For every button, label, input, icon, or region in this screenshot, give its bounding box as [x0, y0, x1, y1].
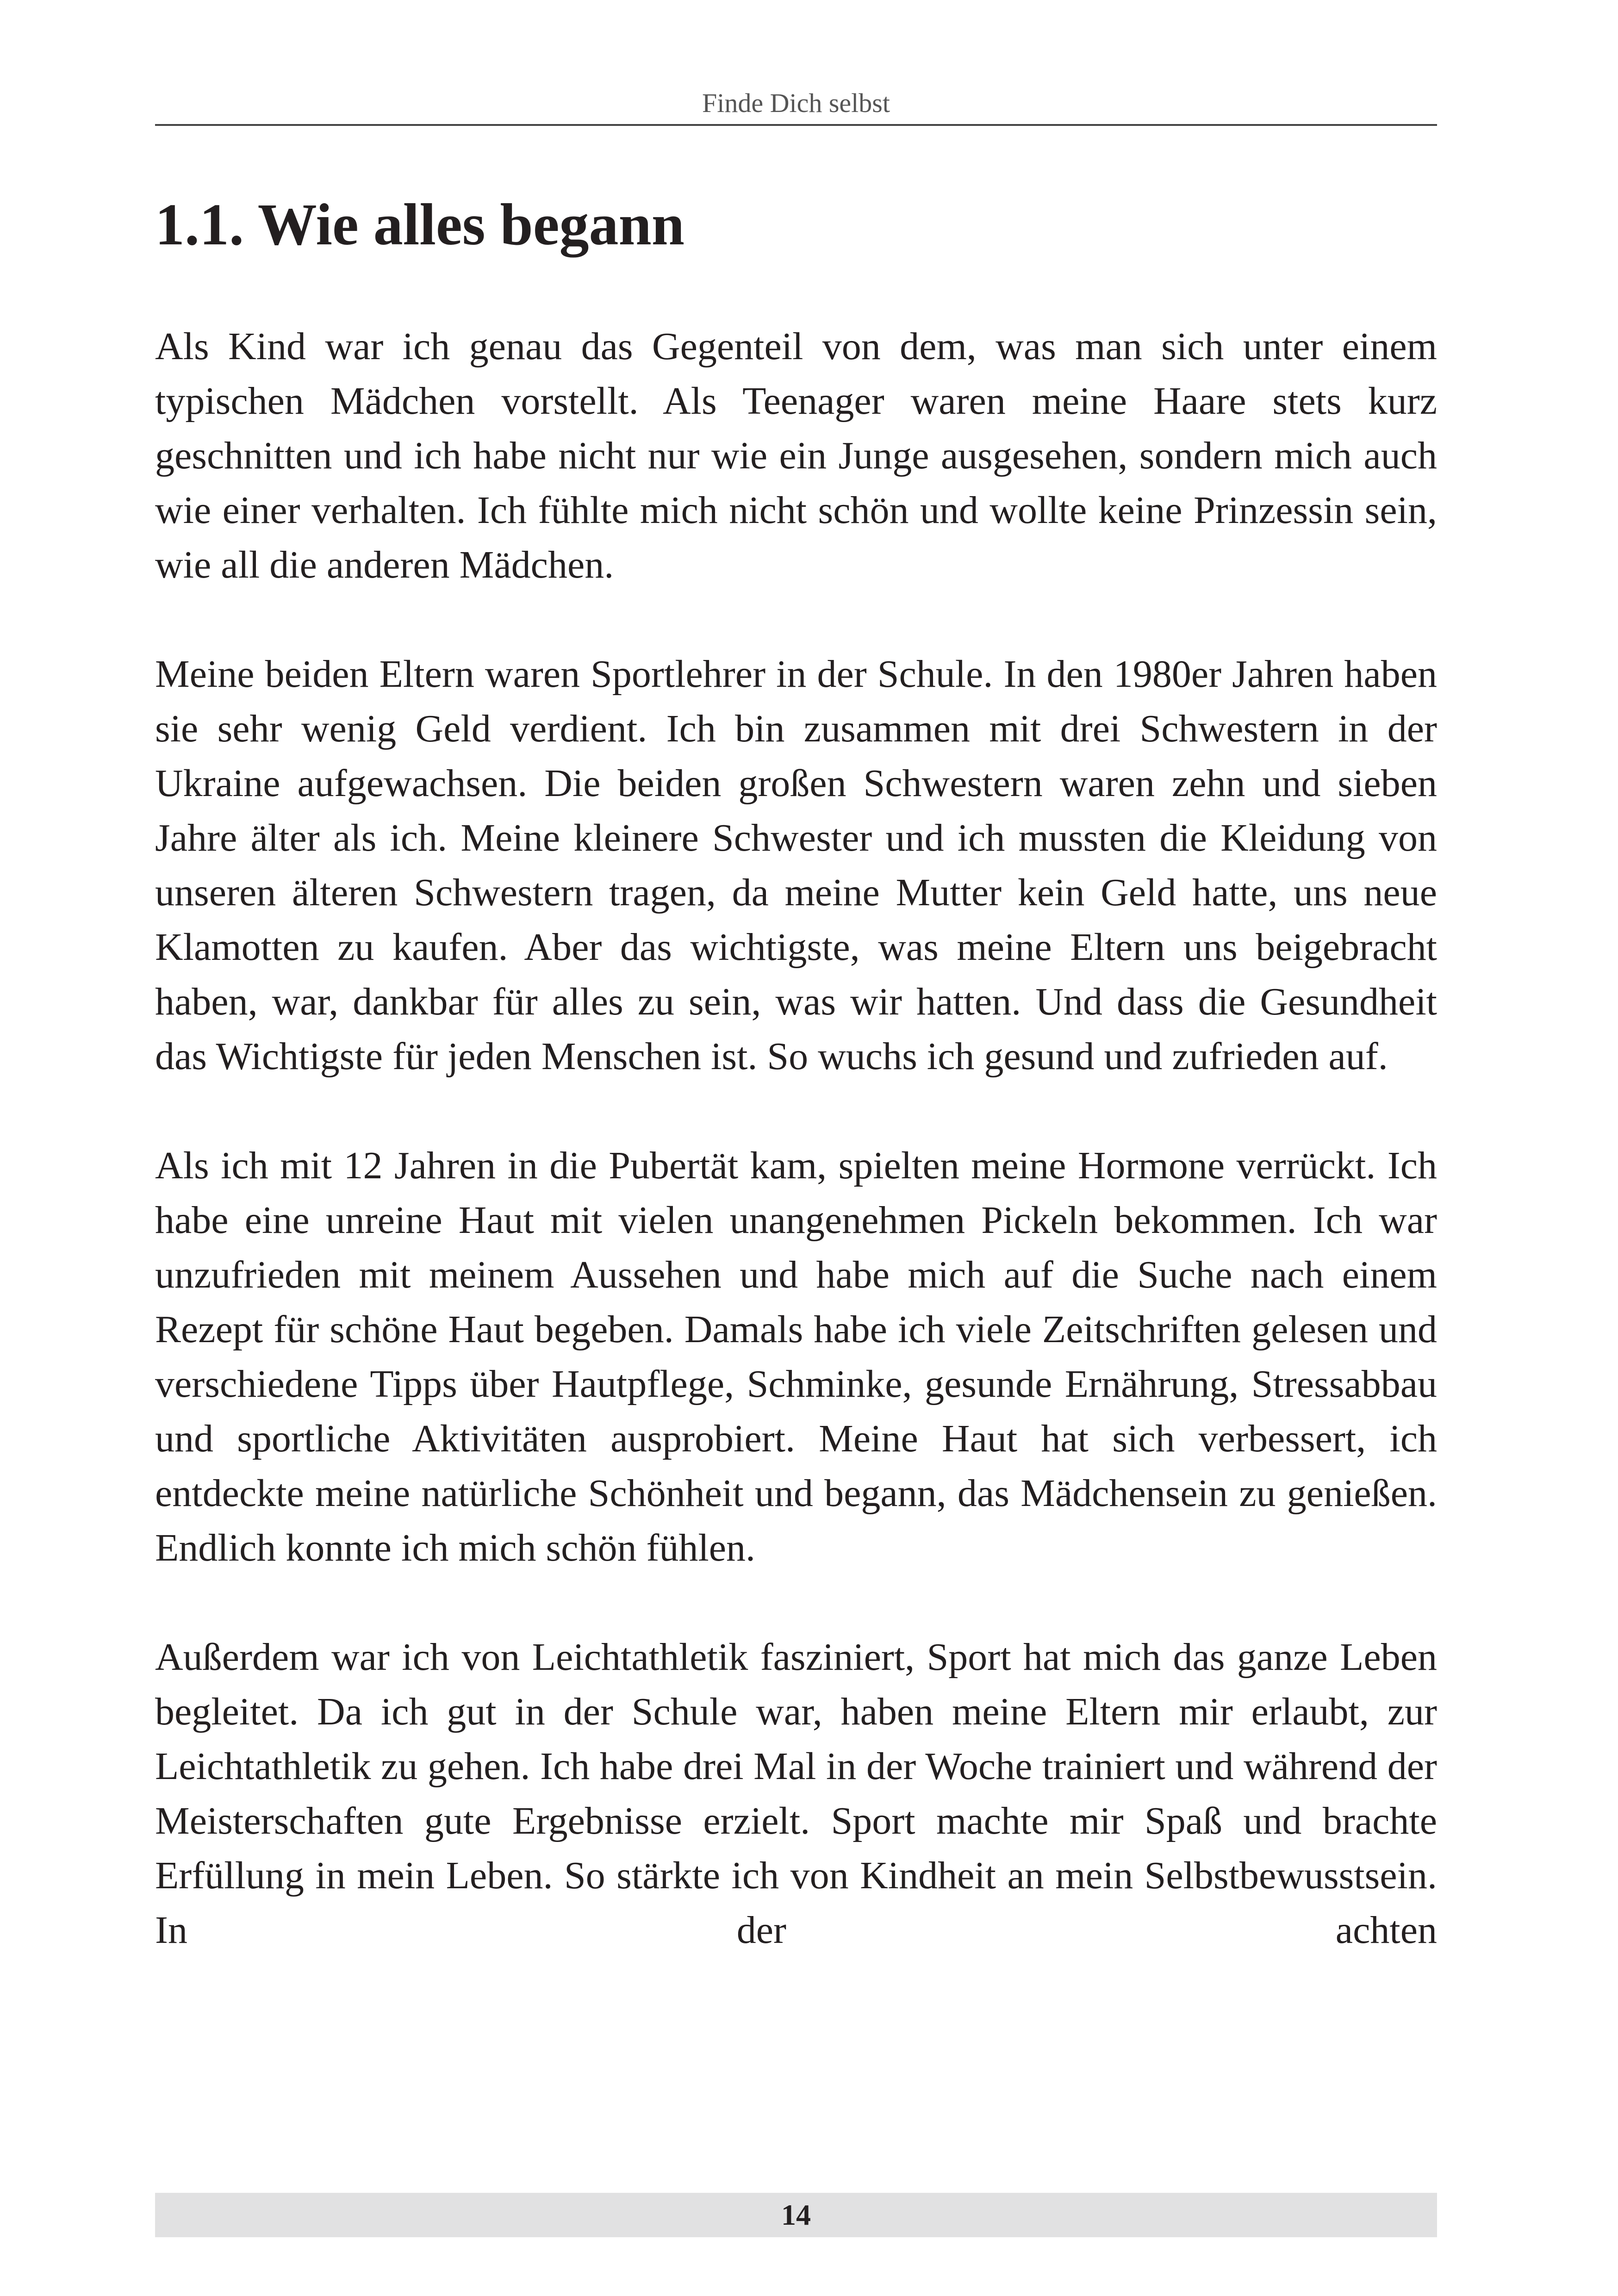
running-header-title: Finde Dich selbst [702, 88, 890, 118]
paragraph: Als Kind war ich genau das Gegenteil von dem, was man sich unter einem typischen Mädchen vorstellt. Als Teenager waren meine Haare stets kurz geschnitten und ich habe nicht nur wie ein Junge ausgesehen, sondern mich auch wie einer verhalten. Ich fühlte mich nicht schön und wollte keine Prinzessin sein, wie all die anderen Mädchen. [155, 325, 1437, 586]
paragraph: Als ich mit 12 Jahren in die Pubertät kam, spielten meine Hormone verrückt. Ich habe eine unreine Haut mit vielen unangenehmen Pickeln bekommen. Ich war unzufrieden mit meinem Aussehen und habe mich auf die Suche nach einem Rezept für schöne Haut begeben. Damals habe ich viele Zeitschriften gelesen und verschiedene Tipps über Hautpflege, Schminke, gesunde Ernährung, Stressabbau und sportliche Aktivitäten ausprobiert. Meine Haut hat sich verbessert, ich entdeckte meine natürliche Schönheit und begann, das Mädchensein zu genießen. Endlich konnte ich mich schön fühlen. [155, 1144, 1437, 1569]
body-text [155, 319, 1437, 1958]
paragraph: Außerdem war ich von Leichtathletik fasziniert, Sport hat mich das ganze Leben begleitet. Da ich gut in der Schule war, haben meine Eltern mir erlaubt, zur Leichtathletik zu gehen. Ich habe drei Mal in der Woche trainiert und während der Meisterschaften gute Ergebnisse erzielt. Sport machte mir Spaß und brachte Erfüllung in mein Leben. So stärkte ich von Kindheit an mein Selbstbewusstsein. In der achten [155, 1636, 1437, 1952]
page-number: 14 [781, 2198, 811, 2231]
paragraph: Meine beiden Eltern waren Sportlehrer in der Schule. In den 1980er Jahren haben sie sehr wenig Geld verdient. Ich bin zusammen mit drei Schwestern in der Ukraine aufgewachsen. Die beiden großen Schwestern waren zehn und sieben Jahre älter als ich. Meine kleinere Schwester und ich mussten die Kleidung von unseren älteren Schwestern tragen, da meine Mutter kein Geld hatte, uns neue Klamotten zu kaufen. Aber das wichtigste, was meine Eltern uns beigebracht haben, war, dankbar für alles zu sein, was wir hatten. Und dass die Gesundheit das Wichtigste für jeden Menschen ist. So wuchs ich gesund und zufrieden auf. [155, 653, 1437, 1078]
chapter-title: 1.1. Wie alles begann [155, 192, 685, 257]
page-footer-bar [155, 2193, 1437, 2237]
running-header [155, 82, 1437, 126]
